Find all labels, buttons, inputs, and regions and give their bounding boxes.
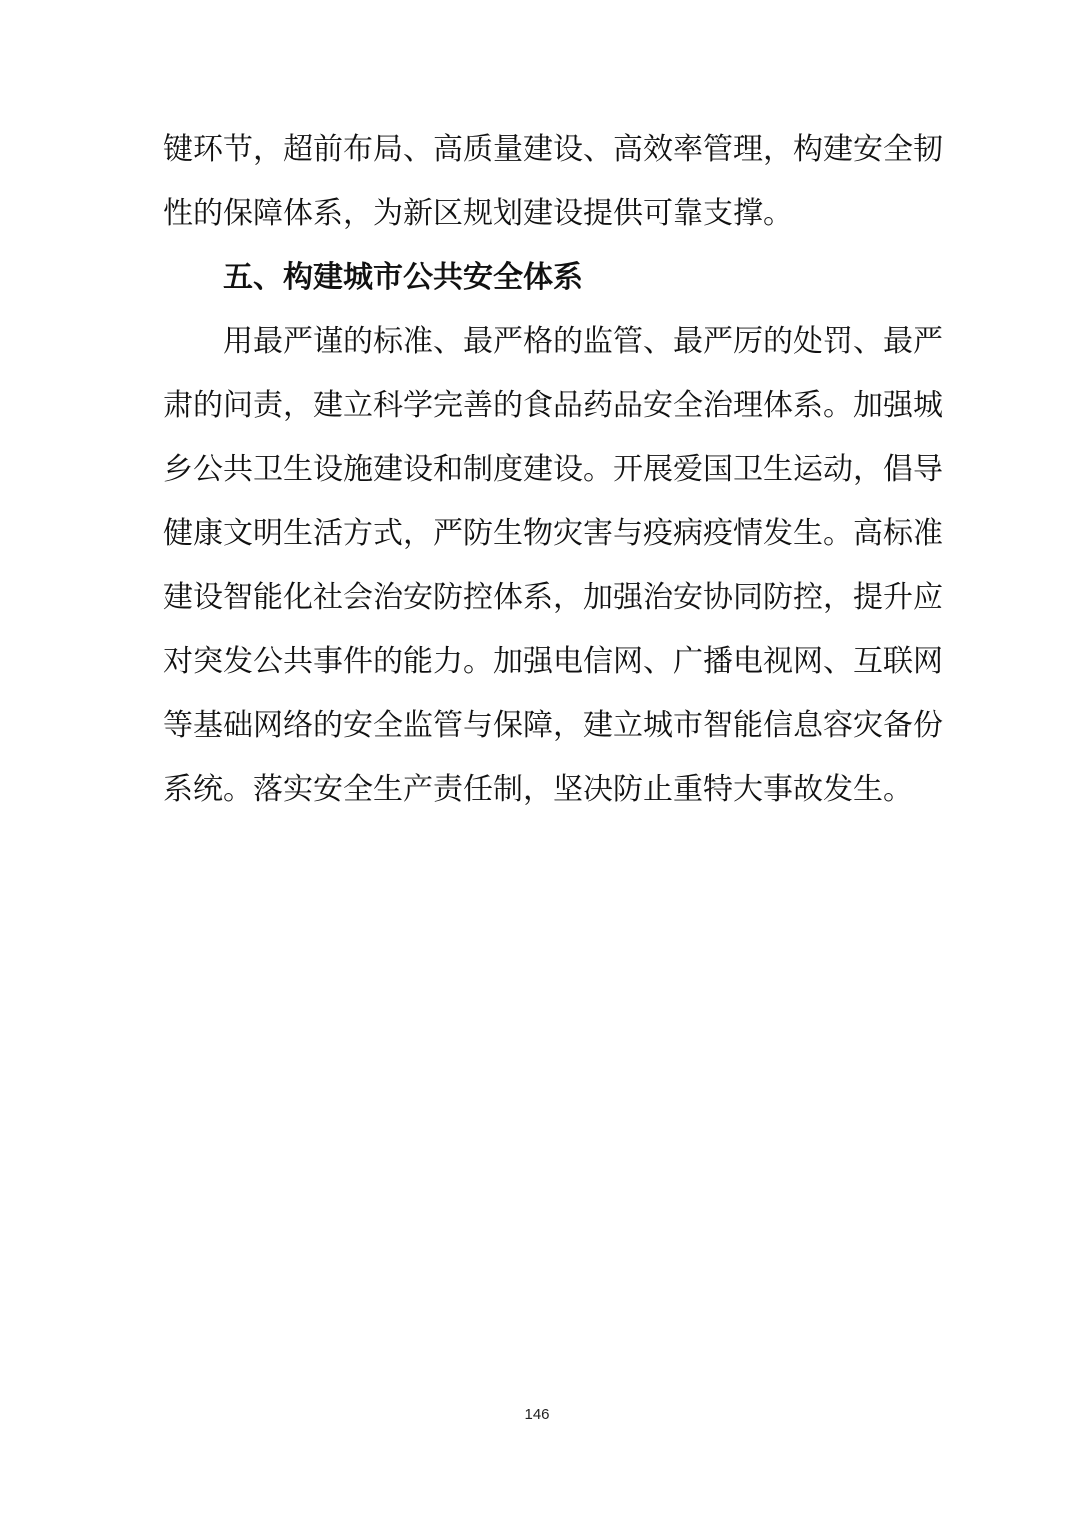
body-text-line: 健康文明生活方式，严防生物灾害与疫病疫情发生。高标准: [163, 516, 943, 551]
document-body: [163, 118, 943, 822]
body-text-line: 性的保障体系，为新区规划建设提供可靠支撑。: [163, 196, 793, 231]
body-text-line: 等基础网络的安全监管与保障，建立城市智能信息容灾备份: [163, 708, 943, 743]
body-text-line: 肃的问责，建立科学完善的食品药品安全治理体系。加强城: [163, 388, 943, 423]
body-text-line: 对突发公共事件的能力。加强电信网、广播电视网、互联网: [163, 644, 943, 679]
body-text-line: 用最严谨的标准、最严格的监管、最严厉的处罚、最严: [223, 324, 943, 359]
body-text-line: 系统。落实安全生产责任制，坚决防止重特大事故发生。: [163, 772, 913, 807]
body-text-line: 建设智能化社会治安防控体系，加强治安协同防控，提升应: [163, 580, 943, 615]
section-heading: 五、构建城市公共安全体系: [223, 260, 583, 295]
page-number: 146: [524, 1406, 550, 1423]
body-text-line: 键环节，超前布局、高质量建设、高效率管理，构建安全韧: [163, 132, 943, 167]
body-text-line: 乡公共卫生设施建设和制度建设。开展爱国卫生运动，倡导: [163, 452, 943, 487]
